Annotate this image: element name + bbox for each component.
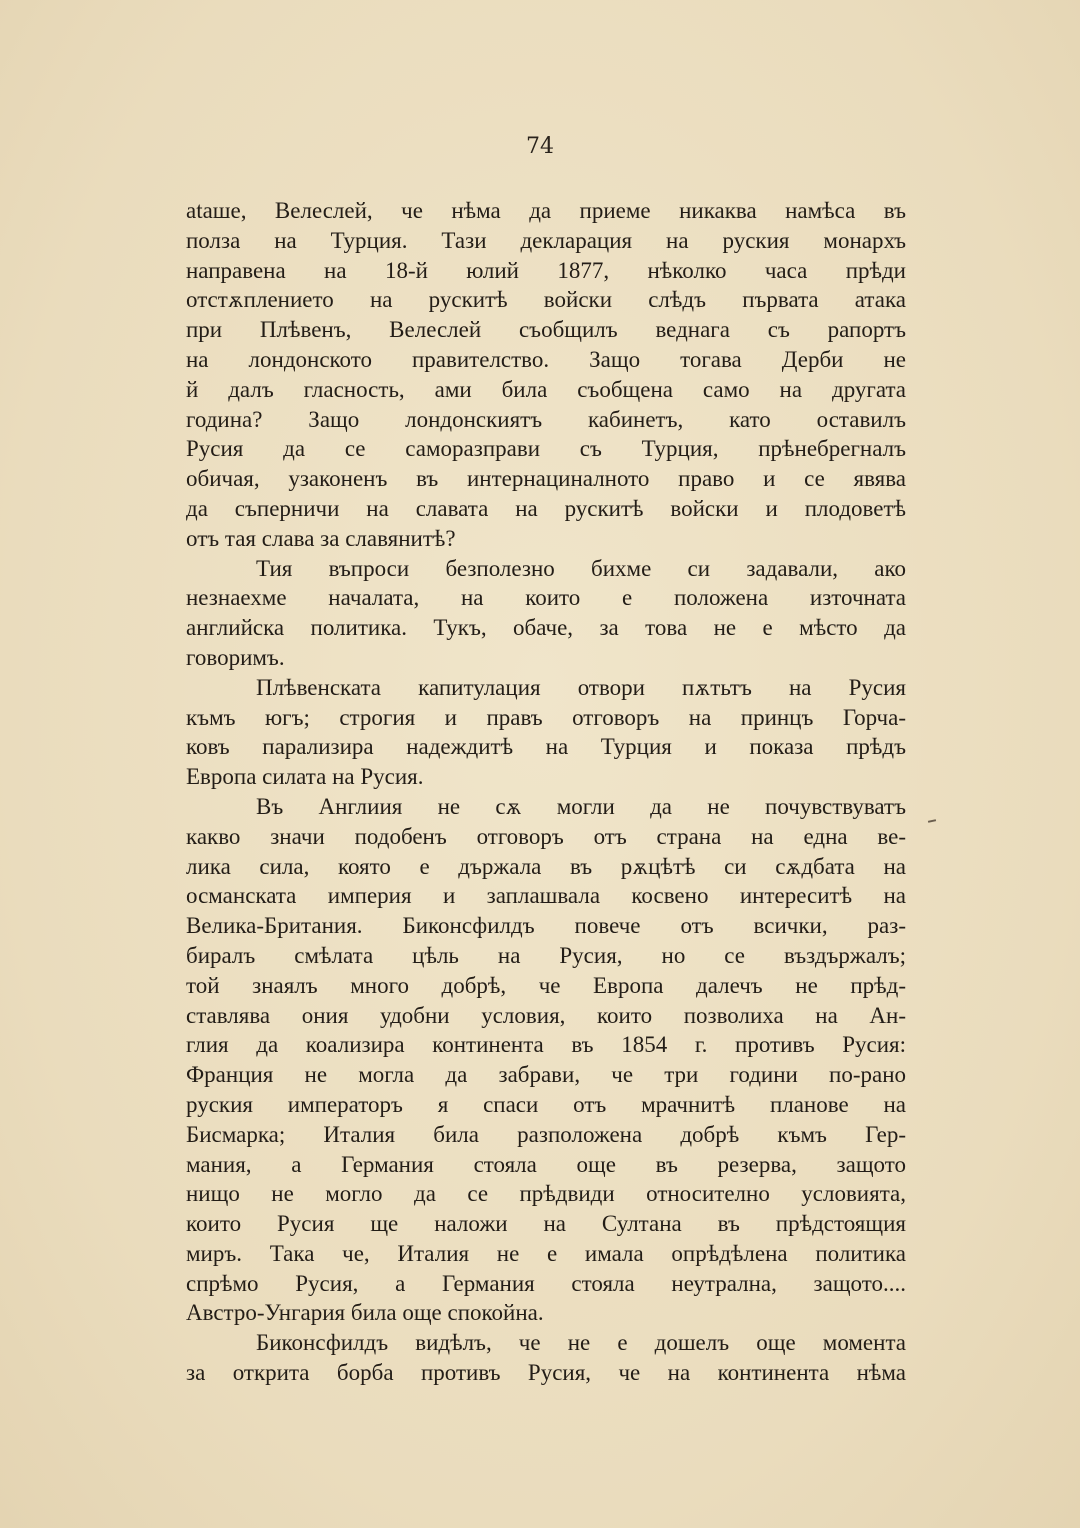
text-line: османската империя и заплашвала косвено интереситѣ на [186,883,906,909]
text-line: какво значи подобенъ отговоръ отъ страна на една ве- [186,823,906,849]
page-number: 74 [526,134,554,159]
text-line: Велика-Британия. Биконсфилдъ повече отъ всички, раз- [186,913,906,939]
text-line: английска политика. Тукъ, обаче, за това не е мѣсто да [186,615,906,641]
text-line: мания, а Германия стояла още въ резерва, защото [186,1151,906,1177]
body-text [186,196,906,1388]
text-line: й далъ гласность, ами била съобщена само на другата [186,376,906,402]
margin-mark [928,819,936,823]
text-line: той знаялъ много добрѣ, че Европа далечъ не прѣд- [186,972,906,998]
text-line: Въ Англиия не сѫ могли да не почувствуватъ [256,793,906,819]
text-line: лика сила, която е държала въ рѫцѣтѣ си сѫдбата на [186,853,906,879]
text-line: отстѫплението на рускитѣ войски слѣдъ първата атака [186,287,906,313]
text-line: Русия да се саморазправи съ Турция, прѣнебрегналъ [186,436,906,462]
text-line: ставлява ония удобни условия, които позволиха на Ан- [186,1002,906,1028]
text-line: Франция не могла да забрави, че три години по-рано [186,1062,906,1088]
text-line: Бисмарка; Италия била разположена добрѣ къмъ Гер- [186,1121,906,1147]
text-line: ataше, Велеслей, че нѣма да приеме никаква намѣса въ [186,198,906,223]
text-line: биралъ смѣлата цѣль на Русия, но се въздържалъ; [186,942,906,968]
text-line: Тия въпроси безполезно бихме си задавали, ако [256,555,906,581]
text-line: на лондонското правителство. Защо тогава Дерби не [186,346,906,372]
text-line: Биконсфилдъ видѣлъ, че не е дошелъ още момента [256,1330,906,1356]
text-line: които Русия ще наложи на Султана въ прѣдстоящия [186,1211,906,1237]
text-line: обичая, узаконенъ въ интернациналното право и се явява [186,466,906,492]
text-line: миръ. Така че, Италия не е имала опрѣдѣлена политика [186,1240,906,1266]
text-line: да съперничи на славата на рускитѣ войски и плодоветѣ [186,495,906,521]
text-line: при Плѣвенъ, Велеслей съобщилъ веднага съ рапортъ [186,317,906,343]
text-line: руския императоръ я спаси отъ мрачнитѣ планове на [186,1091,906,1117]
text-line: глия да коализира континента въ 1854 г. противъ Русия: [186,1032,906,1058]
text-line: спрѣмо Русия, а Германия стояла неутрална, защото.... [186,1270,906,1296]
text-line: къмъ югъ; строгия и правъ отговоръ на принцъ Горча- [186,704,906,730]
text-line: за открита борба противъ Русия, че на континента нѣма [186,1360,906,1386]
text-line: незнаехме началата, на които е положена източната [186,585,906,611]
text-line: отъ тая слава за славянитѣ? [186,525,456,551]
text-line: Плѣвенската капитулация отвори пѫтьтъ на Русия [256,674,906,700]
text-line: говоримъ. [186,644,285,670]
text-line: ковъ парализира надеждитѣ на Турция и показа прѣдъ [186,734,906,760]
text-line: година? Защо лондонскиятъ кабинетъ, като оставилъ [186,406,906,432]
text-line: Европа силата на Русия. [186,764,424,790]
text-line: Австро-Унгария била още спокойна. [186,1300,544,1326]
text-line: нищо не могло да се прѣдвиди относително условията, [186,1181,906,1207]
text-line: полза на Турция. Тази декларация на руския монархъ [186,227,906,253]
text-line: направена на 18-й юлий 1877, нѣколко часа прѣди [186,257,906,283]
